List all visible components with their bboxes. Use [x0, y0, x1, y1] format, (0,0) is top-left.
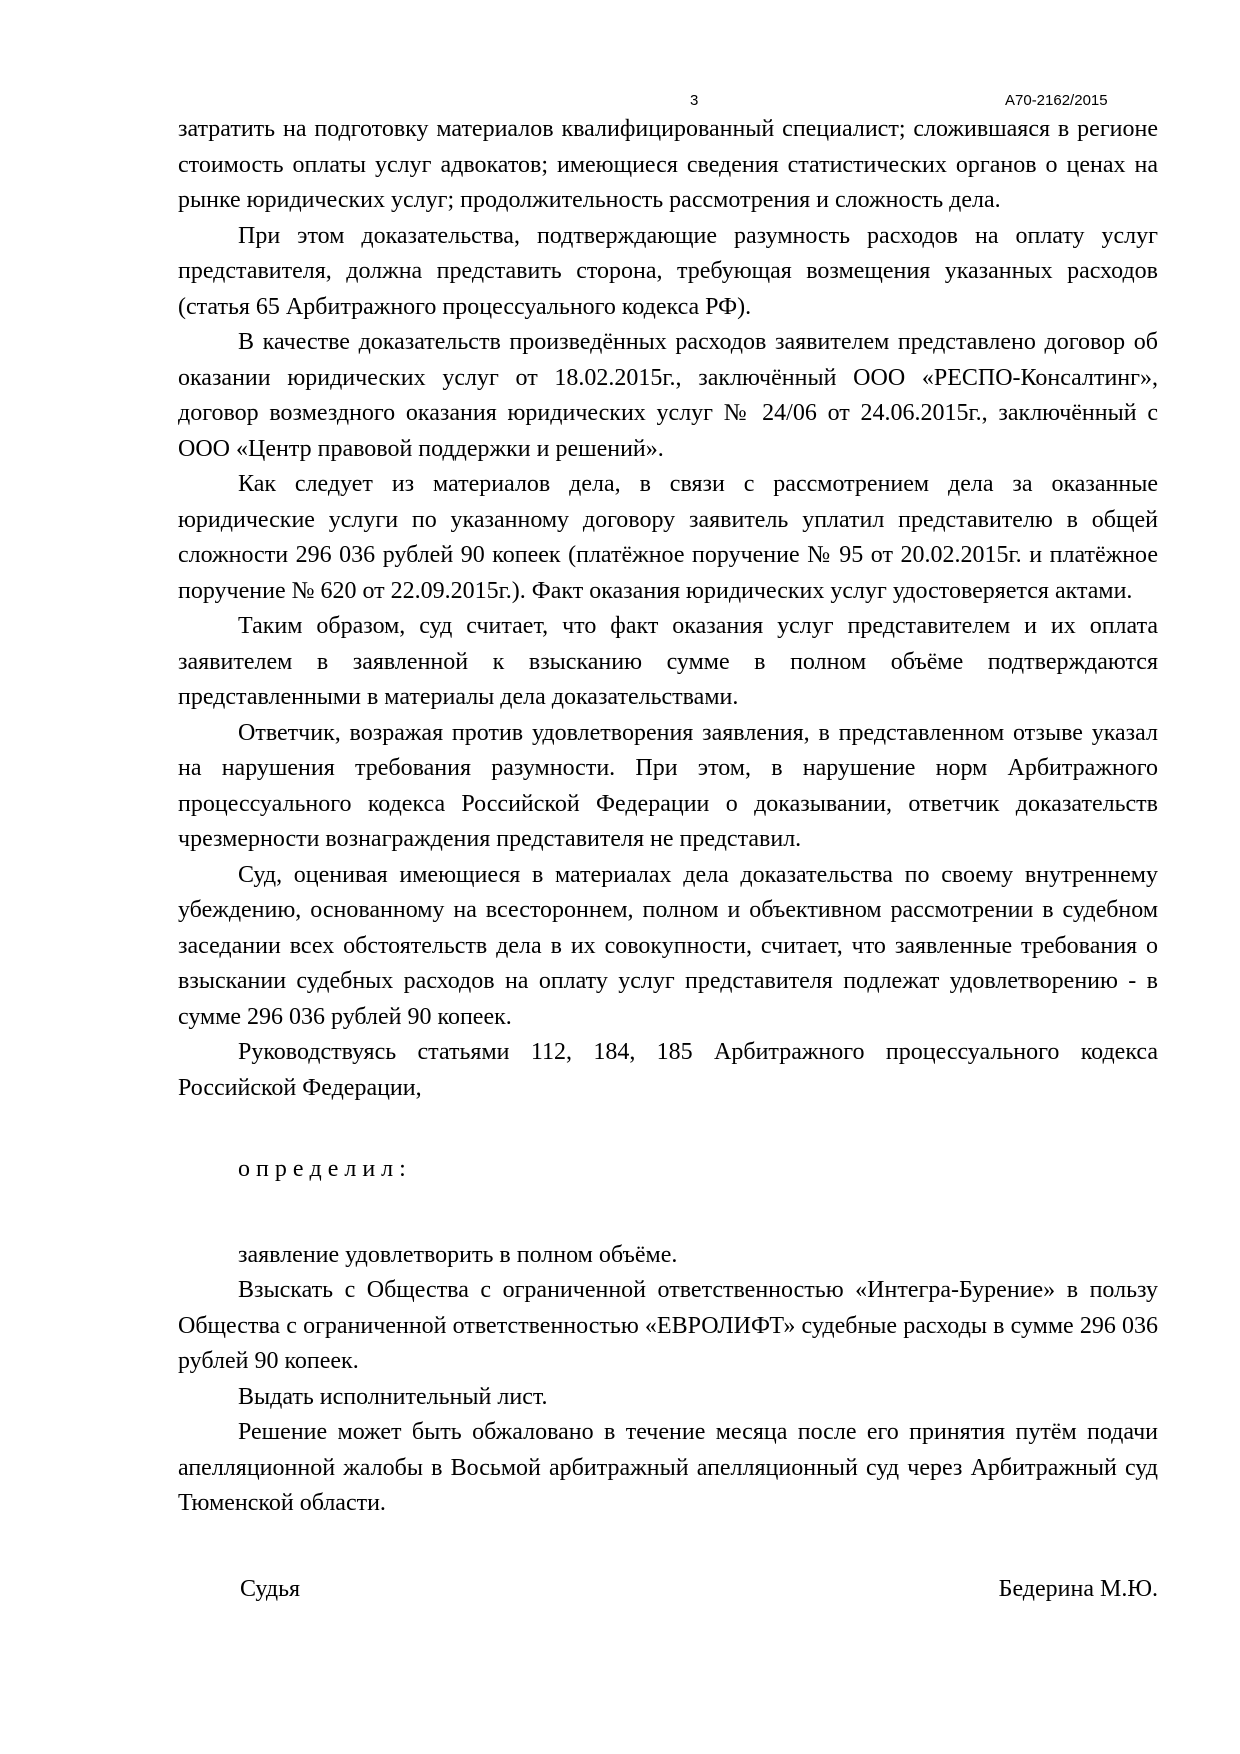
ruling-heading: о п р е д е л и л :: [238, 1156, 406, 1182]
paragraph: В качестве доказательств произведённых расходов заявителем представлено договор об оказании юридических услуг от 18.02.2015г., заключённый ООО «РЕСПО-Консалтинг», договор возмездного оказания юридических услуг № 24/06 от 24.06.2015г., заключённый с ООО «Центр правовой поддержки и решений».: [178, 329, 1158, 462]
paragraph: Ответчик, возражая против удовлетворения заявления, в представленном отзыве указал на нарушения требования разумности. При этом, в нарушение норм Арбитражного процессуального кодекса Российской Федерации о доказывании, ответчик доказательств чрезмерности вознаграждения представителя не представил.: [178, 719, 1158, 852]
ruling-paragraph: заявление удовлетворить в полном объёме.: [238, 1241, 678, 1268]
ruling-paragraph: Решение может быть обжаловано в течение месяца после его принятия путём подачи апелляционной жалобы в Восьмой арбитражный апелляционный суд через Арбитражный суд Тюменской области.: [178, 1419, 1158, 1516]
paragraph: При этом доказательства, подтверждающие разумность расходов на оплату услуг представителя, должна представить сторона, требующая возмещения указанных расходов (статья 65 Арбитражного процессуального кодекса РФ).: [178, 222, 1158, 320]
ruling-paragraph: Выдать исполнительный лист.: [238, 1383, 548, 1410]
document-body: [178, 112, 1158, 1522]
paragraph: Как следует из материалов дела, в связи с рассмотрением дела за оказанные юридические услуги по указанному договору заявитель уплатил представителю в общей сложности 296 036 рублей 90 копеек (платёжное поручение № 95 от 20.02.2015г. и платёжное поручение № 620 от 22.09.2015г.). Факт оказания юридических услуг удостоверяется актами.: [178, 471, 1158, 604]
paragraph: Таким образом, суд считает, что факт оказания услуг представителем и их оплата заявителем в заявленной к взысканию сумме в полном объёме подтверждаются представленными в материалы дела доказательствами.: [178, 613, 1158, 710]
signature-title: Судья: [240, 1576, 301, 1602]
paragraph: Суд, оценивая имеющиеся в материалах дела доказательства по своему внутреннему убеждению, основанному на всестороннем, полном и объективном рассмотрении в судебном заседании всех обстоятельств дела в их совокупности, считает, что заявленные требования о взыскании судебных расходов на оплату услуг представителя подлежат удовлетворению - в сумме 296 036 рублей 90 копеек.: [178, 861, 1158, 1030]
case-number: А70-2162/2015: [1005, 92, 1108, 109]
ruling-paragraph: Взыскать с Общества с ограниченной ответственностью «Интегра-Бурение» в пользу Общества с ограниченной ответственностью «ЕВРОЛИФТ» судебные расходы в сумме 296 036 рублей 90 копеек.: [178, 1277, 1158, 1374]
paragraph: Руководствуясь статьями 112, 184, 185 Арбитражного процессуального кодекса Российской Федерации,: [178, 1039, 1158, 1101]
signature-name: Бедерина М.Ю.: [998, 1576, 1158, 1602]
signature-block: [240, 1576, 1158, 1603]
paragraph: затратить на подготовку материалов квалифицированный специалист; сложившаяся в регионе стоимость оплаты услуг адвокатов; имеющиеся сведения статистических органов о ценах на рынке юридических услуг; продолжительность рассмотрения и сложность дела.: [178, 116, 1158, 213]
page-number: 3: [690, 92, 699, 109]
